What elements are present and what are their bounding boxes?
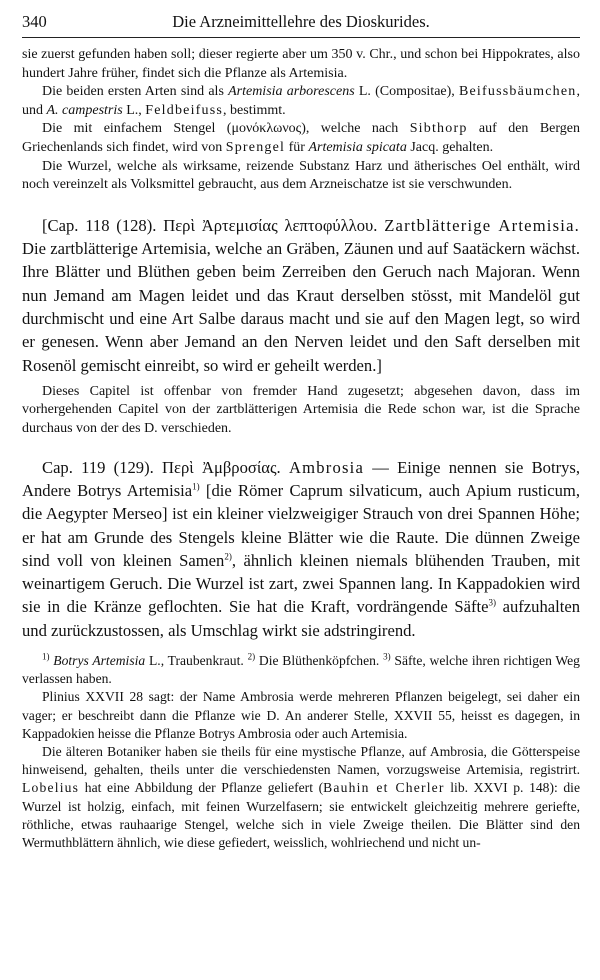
- intro-paragraph-3: Die mit einfachem Stengel (μονόκλωνος), welche nach Sibthorp auf den Bergen Griechenlands sich findet, wird von Sprengel für Artemisia spicata Jacq. gehalten.: [22, 121, 580, 155]
- footnote-mark-3: 3): [383, 651, 391, 662]
- page-number: 340: [22, 12, 47, 31]
- author-name: Sprengel: [225, 139, 286, 155]
- common-name: Beifussbäumchen: [458, 84, 577, 100]
- chapter-label: [Cap. 118 (128).: [42, 215, 164, 235]
- greek-title: Περὶ Ἀρτεμισίας λεπτοφύλλου.: [163, 215, 378, 235]
- commentary-paragraph-1: Plinius XXVII 28 sagt: der Name Ambrosia werde mehreren Pflanzen beigelegt, sei daher ein vager; er beschreibt dann die Pflanze wie D. An anderer Stelle, XXVII 55, heisst es dagegen, in Kappadokien heisse die Pflanze Botrys Ambrosia oder auch Artemisia.: [22, 689, 580, 741]
- running-title: Die Arzneimittellehre des Dioskurides.: [172, 12, 430, 31]
- footnote-ref-1: 1): [192, 481, 200, 492]
- author-name: Lobelius: [22, 780, 80, 796]
- species-name: Botrys Artemisia: [53, 652, 146, 668]
- running-header: [22, 12, 580, 38]
- intro-paragraph-2: Die beiden ersten Arten sind als Artemisia arborescens L. (Compositae), Beifussbäumchen, und A. campestris L., Feldbeifuss, bestimmt.: [22, 84, 580, 118]
- chapter-118-note: Dieses Capitel ist offenbar von fremder Hand zugesetzt; abgesehen davon, dass im vorhergehenden Capitel von der zartblätterigen Artemisia die Rede schon war, ist die Sprache durchaus von der des D. verschieden.: [22, 383, 580, 437]
- intro-paragraph-1: sie zuerst gefunden haben soll; dieser regierte aber um 350 v. Chr., und schon bei Hippokrates, also hundert Jahre früher, findet sich die Pflanze als Artemisia.: [22, 47, 580, 81]
- footnote-mark-2: 2): [247, 651, 256, 662]
- species-name: Artemisia arborescens: [228, 84, 355, 100]
- footnotes: $^{1)}$ Botrys Artemisia L., Traubenkraut. $^{2)}$ Die Blüthenköpfchen. $^{3)}$ Säfte, welche ihren richtigen Weg verlassen haben.: [22, 651, 580, 687]
- chapter-body: Die zartblätterige Artemisia, welche an Gräben, Zäunen und auf Saatäckern wächst. Ihre Blätter und Blüthen geben beim Zerreiben den Geruch nach Majoran. Wenn nun Jemand am Magen leidet und das Kraut derselben stösst, mit Mandelöl gut durchmischt und eine Art Salbe daraus macht und sie auf den Magen legt, so wird er genesen. Wenn aber Jemand an den Nerven leidet und den Saft derselben mit Rosenöl gemischt einreibt, so wird er geheilt werden.]: [22, 239, 580, 375]
- footnote-ref-2: 2): [224, 551, 232, 562]
- author-name: Sibthorp: [409, 121, 468, 137]
- footnote-ref-3: 3): [488, 597, 496, 608]
- chapter-title: Zartblätterige Artemisia.: [384, 215, 580, 235]
- commentary-paragraph-2: Die älteren Botaniker haben sie theils für eine mystische Pflanze, auf Ambrosia, die Götterspeise hinweisend, gehalten, theils unter die verschiedensten Namen, vorzugsweise Artemisia, registrirt. Lobelius hat eine Abbildung der Pflanze geliefert (Bauhin et Cherler lib. XXVI p. 148): die Wurzel ist holzig, einfach, mit feinen Wurzelfasern; sie entwickelt gleichzeitig mehrere geriefte, röthliche, etwas rauhaarige Stengel, welche sich in viele Zweige theilen. Die Blätter sind den Wermuthblättern ähnlich, wie diese gefiedert, weisslich, wohlriechend und nicht un-: [22, 744, 580, 851]
- intro-paragraph-4: Die Wurzel, welche als wirksame, reizende Substanz Harz und ätherisches Oel enthält, wird noch vereinzelt als Volksmittel gebraucht, aus dem Arzneischatze ist sie verschwunden.: [22, 158, 580, 193]
- page: [22, 12, 580, 852]
- footnote-mark-1: 1): [42, 651, 50, 662]
- chapter-118: [22, 214, 580, 377]
- chapter-title: Ambrosia: [288, 457, 365, 477]
- chapter-119: Cap. 119 (129). Περὶ Ἀμβροσίας. Ambrosia — Einige nennen sie Botrys, Andere Botrys Artemisia$^{1)}$ [die Römer Caprum silvaticum, auch Apium rusticum, die Aegypter Merseo] ist ein kleiner vielzweigiger Strauch von drei Spannen Höhe; er hat am Grunde des Stengels kleine Blätter wie die Raute. Die dünnen Zweige sind voll von kleinen Samen$^{2)}$, ähnlich kleinen niemals blühenden Trauben, mit weinartigem Geruch. Die Wurzel ist zart, zwei Spannen lang. In Kappadokien wird sie in die Kränze geflochten. Sie hat die Kraft, vordrängende Säfte$^{3)}$ aufzuhalten und zurückzustossen, als Umschlag wirkt sie adstringirend.: [22, 457, 581, 640]
- species-name: Artemisia spicata: [308, 139, 407, 155]
- species-name: A. campestris: [46, 102, 123, 118]
- chapter-label: Cap. 119 (129).: [42, 457, 163, 477]
- common-name: Feldbeifuss: [145, 102, 224, 118]
- author-name: Bauhin et Cherler: [323, 780, 445, 796]
- greek-title: Περὶ Ἀμβροσίας.: [162, 457, 281, 477]
